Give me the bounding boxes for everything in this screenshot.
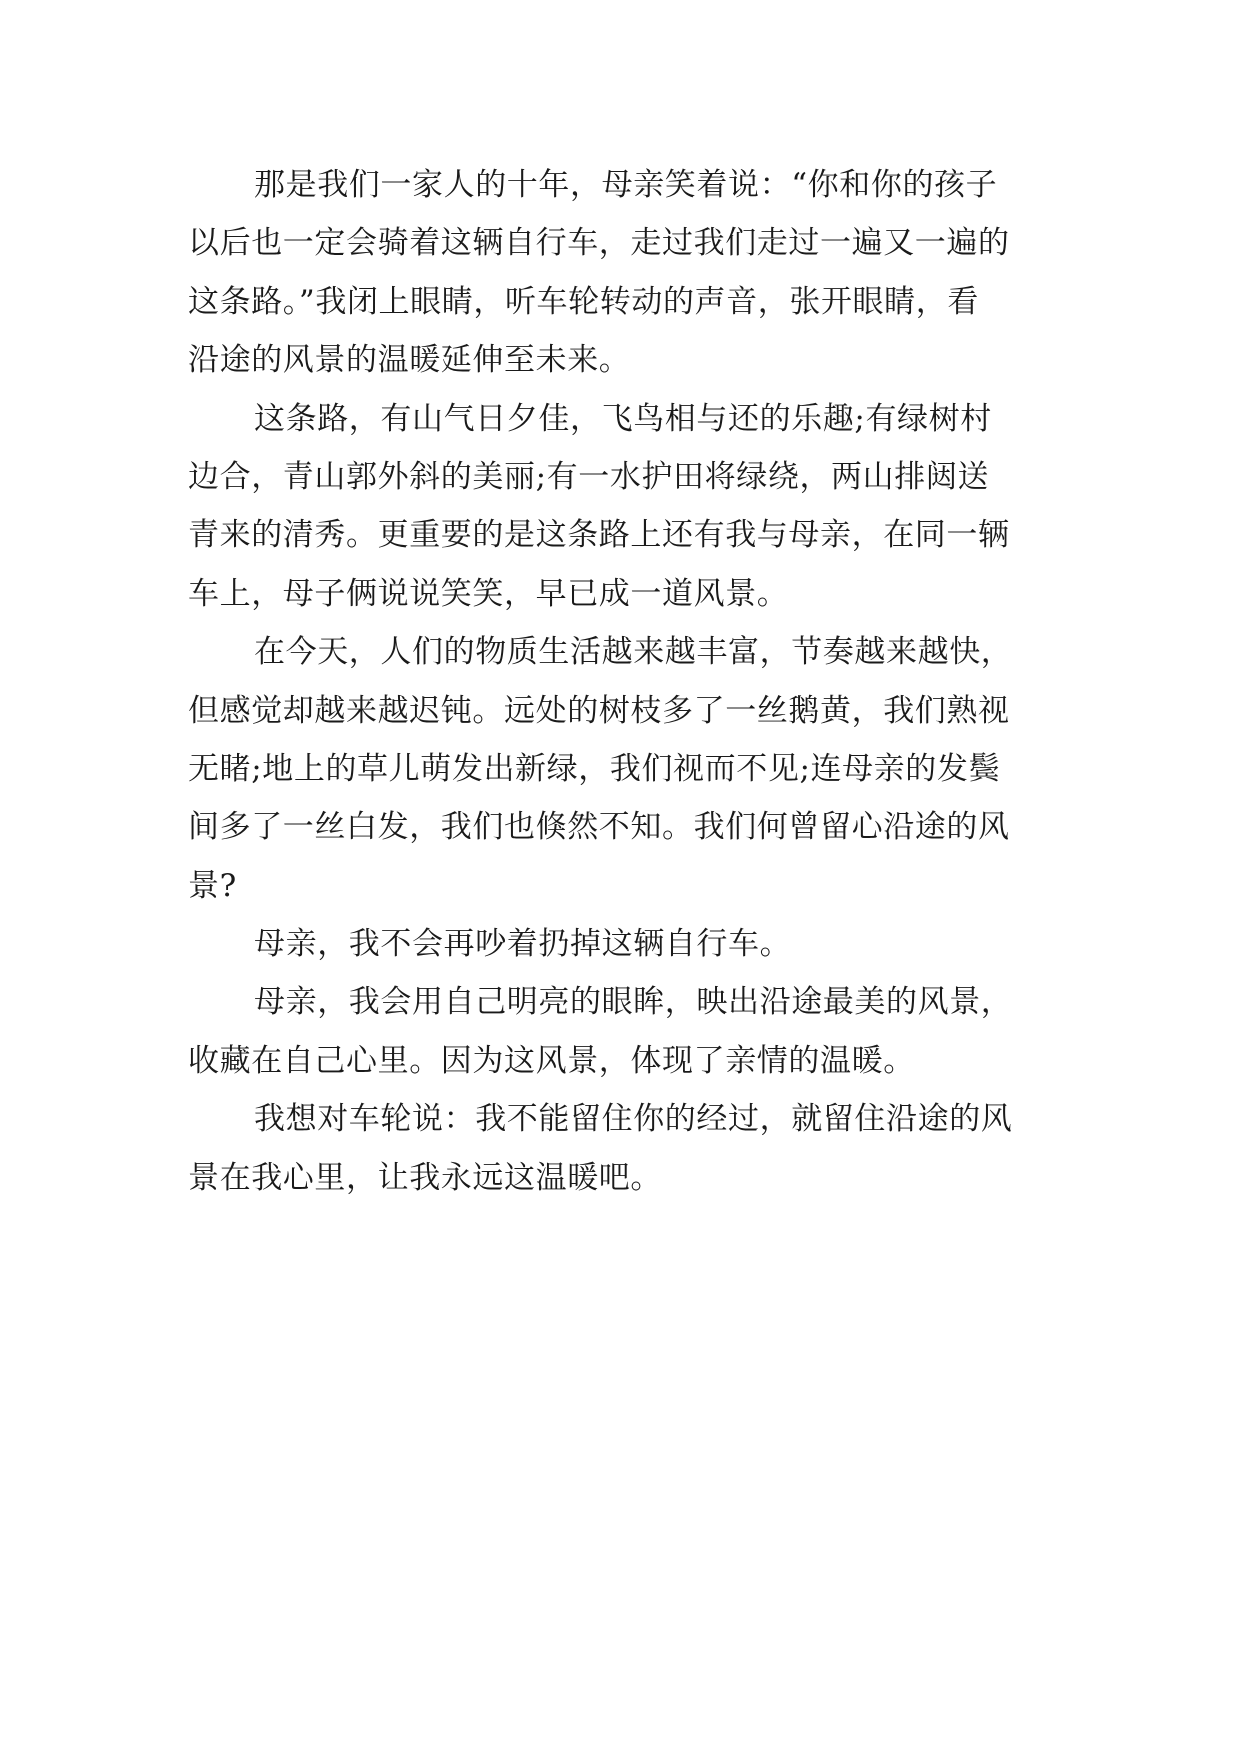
text-line: 景? bbox=[188, 867, 237, 904]
text-line: 边合，青山郭外斜的美丽;有一水护田将绿绕，两山排闼送 bbox=[188, 458, 990, 495]
text-line: 这条路，有山气日夕佳，飞鸟相与还的乐趣;有绿树村 bbox=[254, 400, 992, 437]
text-line: 母亲，我会用自己明亮的眼眸，映出沿途最美的风景， bbox=[254, 984, 1013, 1021]
document-body bbox=[188, 156, 1054, 1207]
text-line: 收藏在自己心里。因为这风景，体现了亲情的温暖。 bbox=[188, 1042, 915, 1079]
text-line: 那是我们一家人的十年，母亲笑着说：“你和你的孩子 bbox=[254, 167, 998, 203]
text-line: 但感觉却越来越迟钝。远处的树枝多了一丝鹅黄，我们熟视 bbox=[188, 692, 1010, 729]
text-line: 我想对车轮说：我不能留住你的经过，就留住沿途的风 bbox=[254, 1101, 1013, 1138]
text-line: 青来的清秀。更重要的是这条路上还有我与母亲，在同一辆 bbox=[188, 517, 1010, 554]
text-line: 无睹;地上的草儿萌发出新绿，我们视而不见;连母亲的发鬓 bbox=[188, 750, 1001, 787]
text-line: 母亲，我不会再吵着扔掉这辆自行车。 bbox=[254, 926, 792, 963]
text-line: 车上，母子俩说说笑笑，早已成一道风景。 bbox=[188, 575, 789, 612]
text-line: 景在我心里，让我永远这温暖吧。 bbox=[188, 1159, 662, 1196]
text-line: 以后也一定会骑着这辆自行车，走过我们走过一遍又一遍的 bbox=[188, 225, 1010, 262]
text-line: 这条路。”我闭上眼睛，听车轮转动的声音，张开眼睛，看 bbox=[188, 283, 979, 320]
text-line: 在今天，人们的物质生活越来越丰富，节奏越来越快， bbox=[254, 634, 1013, 671]
text-line: 沿途的风景的温暖延伸至未来。 bbox=[188, 342, 631, 379]
text-line: 间多了一丝白发，我们也倏然不知。我们何曾留心沿途的风 bbox=[188, 809, 1010, 846]
